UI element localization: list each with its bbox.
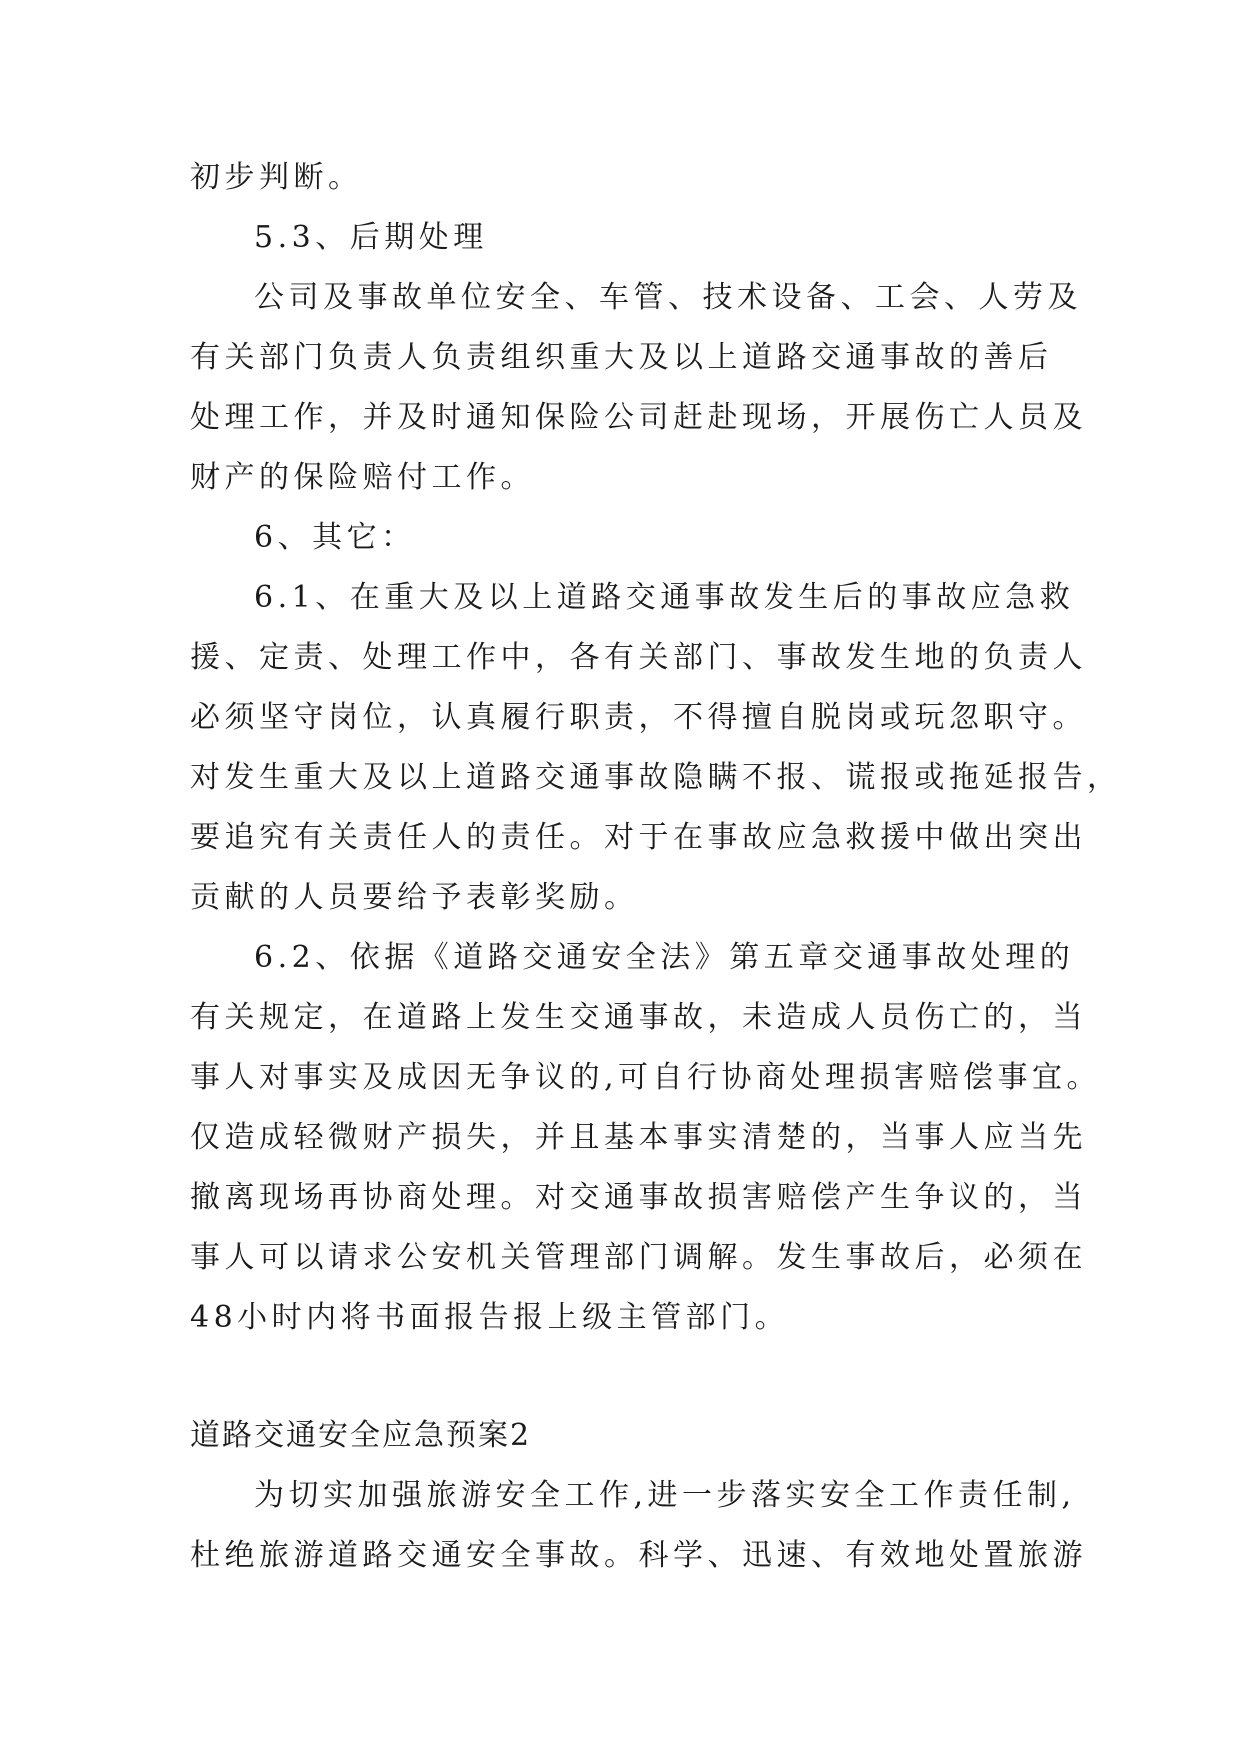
text-line: 公司及事故单位安全、车管、技术设备、工会、人劳及 xyxy=(254,280,1082,315)
text-line: 对发生重大及以上道路交通事故隐瞒不报、谎报或拖延报告， xyxy=(190,760,1122,795)
text-line: 有关规定，在道路上发生交通事故，未造成人员伤亡的，当 xyxy=(190,1000,1087,1035)
text-line: 48小时内将书面报告报上级主管部门。 xyxy=(190,1300,790,1335)
text-line: 援、定责、处理工作中，各有关部门、事故发生地的负责人 xyxy=(190,640,1087,675)
text-line: 必须坚守岗位，认真履行职责，不得擅自脱岗或玩忽职守。 xyxy=(190,700,1087,735)
text-line: 财产的保险赔付工作。 xyxy=(190,460,535,495)
text-line: 初步判断。 xyxy=(190,160,363,195)
text-line: 杜绝旅游道路交通安全事故。科学、迅速、有效地处置旅游 xyxy=(190,1538,1087,1573)
text-line: 有关部门负责人负责组织重大及以上道路交通事故的善后 xyxy=(190,340,1053,375)
section-heading-6: 6、其它： xyxy=(254,520,416,555)
text-line: 6.2、依据《道路交通安全法》第五章交通事故处理的 xyxy=(254,940,1075,975)
text-line: 撤离现场再协商处理。对交通事故损害赔偿产生争议的，当 xyxy=(190,1180,1087,1215)
text-line: 6.1、在重大及以上道路交通事故发生后的事故应急救 xyxy=(254,580,1075,615)
text-line: 事人可以请求公安机关管理部门调解。发生事故后，必须在 xyxy=(190,1240,1087,1275)
text-line: 贡献的人员要给予表彰奖励。 xyxy=(190,880,639,915)
text-line: 事人对事实及成因无争议的,可自行协商处理损害赔偿事宜。 xyxy=(190,1060,1102,1095)
document-title: 道路交通安全应急预案2 xyxy=(190,1418,532,1453)
text-line: 处理工作，并及时通知保险公司赶赴现场，开展伤亡人员及 xyxy=(190,400,1087,435)
text-line: 为切实加强旅游安全工作,进一步落实安全工作责任制, xyxy=(254,1478,1076,1513)
section-heading-5-3: 5.3、后期处理 xyxy=(254,220,488,255)
text-line: 要追究有关责任人的责任。对于在事故应急救援中做出突出 xyxy=(190,820,1087,855)
text-line: 仅造成轻微财产损失，并且基本事实清楚的，当事人应当先 xyxy=(190,1120,1087,1155)
